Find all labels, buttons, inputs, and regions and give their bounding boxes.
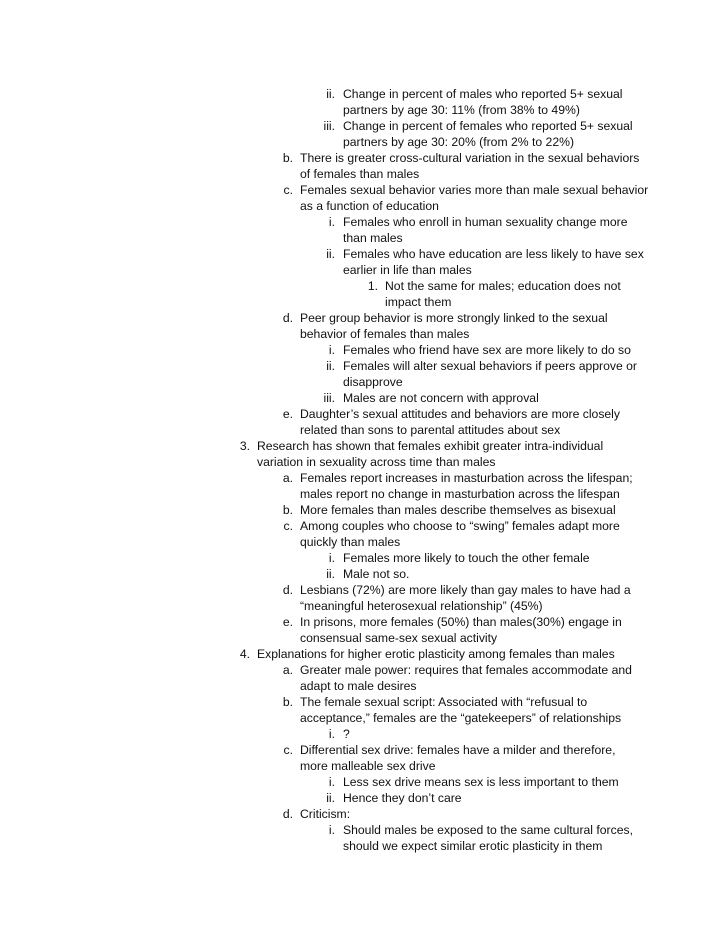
- outline-item: [323, 390, 539, 406]
- outline-marker: d.: [282, 583, 293, 597]
- outline-marker: ii.: [326, 247, 335, 261]
- outline-text-line: disapprove: [343, 375, 403, 389]
- outline-marker: a.: [282, 471, 293, 485]
- outline-text-line: Males are not concern with approval: [343, 391, 539, 405]
- outline-text-line: The female sexual script: Associated with “refusual to: [300, 695, 588, 709]
- outline-marker: 3.: [239, 439, 250, 453]
- outline-item: [326, 358, 637, 390]
- outline-text-line: Research has shown that females exhibit greater intra-individual: [257, 439, 604, 453]
- outline-item: [282, 694, 622, 726]
- outline-text-line: consensual same-sex sexual activity: [300, 631, 498, 645]
- outline-item: [282, 806, 351, 822]
- outline-text-line: Females will alter sexual behaviors if peers approve or: [343, 359, 637, 373]
- outline-marker: iii.: [323, 391, 335, 405]
- outline-marker: b.: [282, 695, 293, 709]
- outline-text-line: Differential sex drive: females have a milder and therefore,: [300, 743, 616, 757]
- outline-marker: ii.: [326, 87, 335, 101]
- outline-item: [283, 518, 620, 550]
- outline-item: [283, 742, 616, 774]
- outline-text-line: Not the same for males; education does not: [385, 279, 621, 293]
- outline-text-line: partners by age 30: 20% (from 2% to 22%): [343, 135, 575, 149]
- outline-marker: i.: [328, 823, 335, 837]
- outline-marker: b.: [282, 151, 293, 165]
- outline-text-line: Change in percent of males who reported 5+ sexual: [343, 87, 623, 101]
- outline-text-line: In prisons, more females (50%) than males(30%) engage in: [300, 615, 622, 629]
- outline-text-line: Peer group behavior is more strongly linked to the sexual: [300, 311, 608, 325]
- outline-marker: i.: [328, 343, 335, 357]
- outline-text-line: related than sons to parental attitudes about sex: [300, 423, 561, 437]
- outline-item: [282, 150, 640, 182]
- outline-item: [328, 550, 590, 566]
- outline-text-line: males report no change in masturbation across the lifespan: [300, 487, 620, 501]
- outline-marker: e.: [282, 615, 293, 629]
- outline-text-line: quickly than males: [300, 535, 401, 549]
- outline-text-line: than males: [343, 231, 403, 245]
- outline-text-line: Less sex drive means sex is less important to them: [343, 775, 619, 789]
- outline-item: [282, 502, 616, 518]
- outline-marker: iii.: [323, 119, 335, 133]
- outline-marker: i.: [328, 775, 335, 789]
- outline-item: [282, 614, 622, 646]
- outline-text-line: More females than males describe themselves as bisexual: [300, 503, 616, 517]
- outline-text-line: Criticism:: [300, 807, 351, 821]
- outline-text-line: adapt to male desires: [300, 679, 417, 693]
- outline-text-line: Females who have education are less likely to have sex: [343, 247, 644, 261]
- outline-item: [328, 822, 633, 854]
- outline-item: [326, 790, 462, 806]
- outline-marker: i.: [328, 727, 335, 741]
- outline-text-line: Lesbians (72%) are more likely than gay males to have had a: [300, 583, 631, 597]
- outline-text-line: Females who enroll in human sexuality change more: [343, 215, 628, 229]
- outline-text-line: Hence they don’t care: [343, 791, 462, 805]
- outline-item: [282, 582, 631, 614]
- outline-text-line: of females than males: [300, 167, 420, 181]
- outline-text-line: acceptance,” females are the “gatekeepers” of relationships: [300, 711, 622, 725]
- outline-text-line: earlier in life than males: [343, 263, 472, 277]
- outline-text-line: Explanations for higher erotic plasticity among females than males: [257, 647, 615, 661]
- outline-marker: c.: [283, 183, 293, 197]
- outline-text-line: Should males be exposed to the same cultural forces,: [343, 823, 633, 837]
- outline-item: [326, 246, 644, 278]
- outline-marker: a.: [282, 663, 293, 677]
- outline-text-line: Daughter’s sexual attitudes and behaviors are more closely: [300, 407, 620, 421]
- outline-item: [328, 342, 631, 358]
- outline-item: [282, 662, 632, 694]
- outline-marker: ii.: [326, 791, 335, 805]
- outline-item: [328, 774, 619, 790]
- outline-item: [328, 214, 628, 246]
- outline-text-line: more malleable sex drive: [300, 759, 436, 773]
- outline-item: [326, 566, 410, 582]
- outline-text-line: Females report increases in masturbation across the lifespan;: [300, 471, 633, 485]
- outline-text-line: variation in sexuality across time than males: [257, 455, 496, 469]
- outline-marker: 4.: [239, 647, 250, 661]
- outline-text-line: There is greater cross-cultural variation in the sexual behaviors: [300, 151, 640, 165]
- outline-marker: ii.: [326, 567, 335, 581]
- outline-marker: ii.: [326, 359, 335, 373]
- outline-text-line: ?: [343, 727, 350, 741]
- outline-text-line: should we expect similar erotic plasticity in them: [343, 839, 603, 853]
- outline-marker: c.: [283, 743, 293, 757]
- outline-item: [283, 182, 649, 214]
- outline-text-line: Change in percent of females who reported 5+ sexual: [343, 119, 633, 133]
- outline-item: [239, 438, 604, 470]
- outline-marker: i.: [328, 215, 335, 229]
- outline-text-line: Females who friend have sex are more likely to do so: [343, 343, 631, 357]
- outline-item: [328, 726, 350, 742]
- outline-item: [323, 118, 633, 150]
- outline-marker: c.: [283, 519, 293, 533]
- outline-marker: d.: [282, 311, 293, 325]
- outline-text-line: Among couples who choose to “swing” females adapt more: [300, 519, 620, 533]
- outline-item: [239, 646, 615, 662]
- outline-item: [282, 310, 608, 342]
- outline-text-line: Females sexual behavior varies more than male sexual behavior: [300, 183, 649, 197]
- outline-marker: 1.: [367, 279, 378, 293]
- outline-text-line: partners by age 30: 11% (from 38% to 49%): [343, 103, 580, 117]
- outline-item: [326, 86, 623, 118]
- outline-text-line: impact them: [385, 295, 452, 309]
- outline-text-line: Females more likely to touch the other female: [343, 551, 590, 565]
- outline-marker: b.: [282, 503, 293, 517]
- outline-marker: d.: [282, 807, 293, 821]
- outline-item: [367, 278, 621, 310]
- outline-text-line: behavior of females than males: [300, 327, 470, 341]
- outline-text-line: “meaningful heterosexual relationship” (45%): [300, 599, 543, 613]
- outline-text-line: Greater male power: requires that females accommodate and: [300, 663, 632, 677]
- outline-text-line: as a function of education: [300, 199, 439, 213]
- outline-marker: i.: [328, 551, 335, 565]
- outline-text-line: Male not so.: [343, 567, 410, 581]
- outline-item: [282, 406, 620, 438]
- outline-marker: e.: [282, 407, 293, 421]
- outline-item: [282, 470, 633, 502]
